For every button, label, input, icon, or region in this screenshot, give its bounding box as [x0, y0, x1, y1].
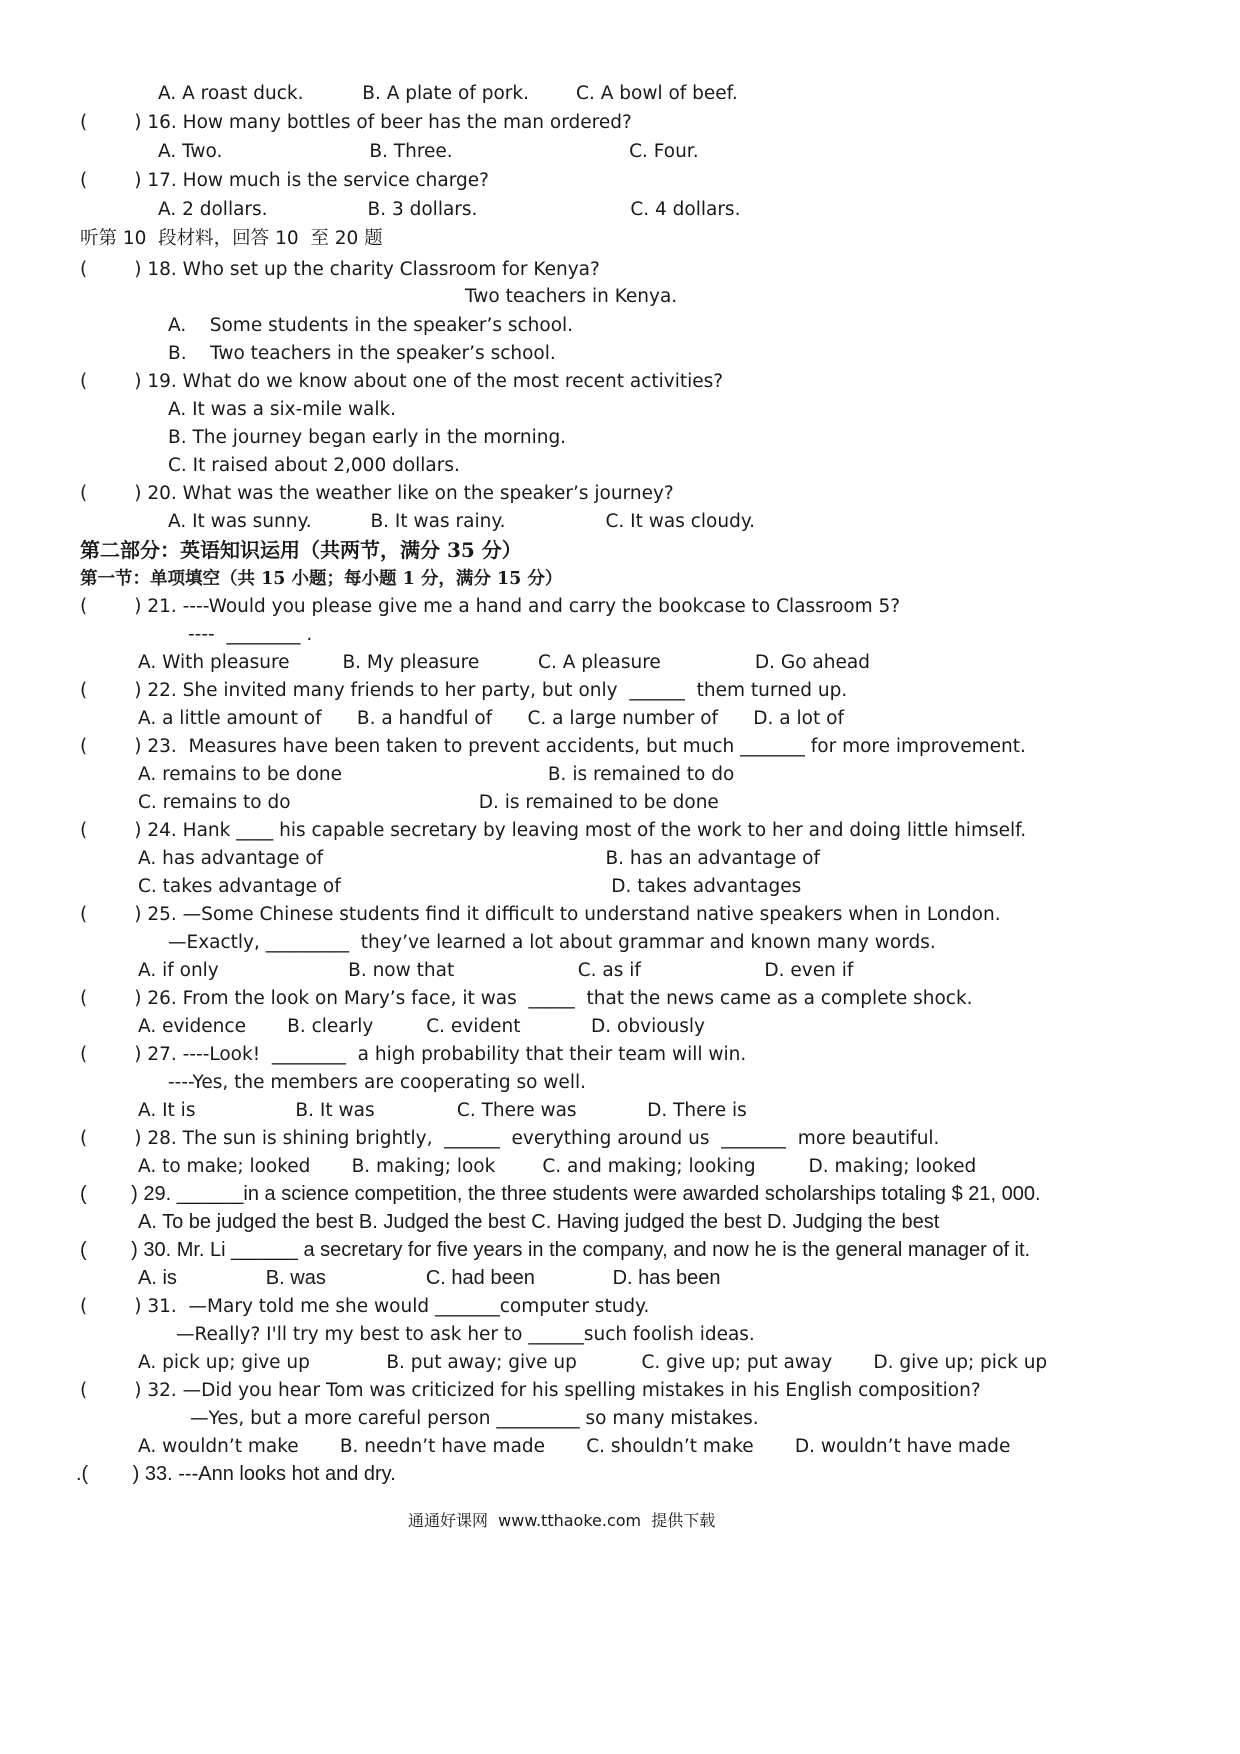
question-19: ( ) 19. What do we know about one of the most recent activities? — [80, 371, 724, 392]
q25-options: A. if only B. now that C. as if D. even if — [138, 960, 854, 981]
listening-section-note: 听第 10 段材料，回答 10 至 20 题 — [80, 228, 383, 249]
q20-options: A. It was sunny. B. It was rainy. C. It was cloudy. — [168, 511, 756, 532]
question-24: ( ) 24. Hank ____ his capable secretary by leaving most of the work to her and doing little himself. — [80, 820, 1027, 841]
q31-options: A. pick up; give up B. put away; give up C. give up; put away D. give up; pick up — [138, 1352, 1048, 1373]
q18-option-extra: Two teachers in Kenya. — [465, 286, 678, 307]
question-32: ( ) 32. —Did you hear Tom was criticized for his spelling mistakes in his English composition? — [80, 1380, 981, 1401]
q24-options-cd: C. takes advantage of D. takes advantages — [138, 876, 802, 897]
q28-options: A. to make; looked B. making; look C. and making; looking D. making; looked — [138, 1156, 977, 1177]
section-one-heading: 第一节：单项填空（共 15 小题；每小题 1 分，满分 15 分） — [80, 569, 563, 589]
question-30: ( ) 30. Mr. Li ______ a secretary for five years in the company, and now he is the general manager of it. — [80, 1239, 1031, 1261]
q15-options: A. A roast duck. B. A plate of pork. C. A bowl of beef. — [158, 83, 738, 104]
question-16: ( ) 16. How many bottles of beer has the man ordered? — [80, 112, 632, 133]
part-two-heading: 第二部分：英语知识运用（共两节，满分 35 分） — [80, 538, 522, 562]
question-23: ( ) 23. Measures have been taken to prevent accidents, but much _______ for more improvement. — [80, 736, 1026, 757]
q23-options-ab: A. remains to be done B. is remained to do — [138, 764, 735, 785]
q18-option-a: A. Some students in the speaker’s school. — [168, 315, 574, 336]
q17-options: A. 2 dollars. B. 3 dollars. C. 4 dollars. — [158, 199, 741, 220]
q21-options: A. With pleasure B. My pleasure C. A pleasure D. Go ahead — [138, 652, 870, 673]
question-18: ( ) 18. Who set up the charity Classroom for Kenya? — [80, 259, 600, 280]
q27-reply: ----Yes, the members are cooperating so well. — [168, 1072, 586, 1093]
question-28: ( ) 28. The sun is shining brightly, ______ everything around us _______ more beautiful. — [80, 1128, 940, 1149]
q23-options-cd: C. remains to do D. is remained to be done — [138, 792, 719, 813]
q32-options: A. wouldn’t make B. needn’t have made C. shouldn’t make D. wouldn’t have made — [138, 1436, 1011, 1457]
q21-reply: ---- ________ . — [188, 624, 313, 645]
question-29: ( ) 29. ______in a science competition, the three students were awarded scholarships totaling $ 21, 000. — [80, 1183, 1041, 1205]
q19-option-c: C. It raised about 2,000 dollars. — [168, 455, 460, 476]
question-22: ( ) 22. She invited many friends to her party, but only ______ them turned up. — [80, 680, 848, 701]
q27-options: A. It is B. It was C. There was D. There is — [138, 1100, 747, 1121]
question-33: .( ) 33. ---Ann looks hot and dry. — [76, 1463, 396, 1485]
q24-options-ab: A. has advantage of B. has an advantage of — [138, 848, 820, 869]
q18-option-b: B. Two teachers in the speaker’s school. — [168, 343, 556, 364]
q16-options: A. Two. B. Three. C. Four. — [158, 141, 699, 162]
question-21: ( ) 21. ----Would you please give me a hand and carry the bookcase to Classroom 5? — [80, 596, 901, 617]
q26-options: A. evidence B. clearly C. evident D. obviously — [138, 1016, 705, 1037]
q22-options: A. a little amount of B. a handful of C. a large number of D. a lot of — [138, 708, 844, 729]
page-footer: 通通好课网 www.tthaoke.com 提供下载 — [408, 1511, 716, 1530]
question-17: ( ) 17. How much is the service charge? — [80, 170, 489, 191]
q19-option-a: A. It was a six-mile walk. — [168, 399, 397, 420]
question-31: ( ) 31. —Mary told me she would _______computer study. — [80, 1296, 650, 1317]
q32-reply: —Yes, but a more careful person _________ so many mistakes. — [190, 1408, 759, 1429]
question-27: ( ) 27. ----Look! ________ a high probability that their team will win. — [80, 1044, 747, 1065]
question-25: ( ) 25. —Some Chinese students find it difficult to understand native speakers when in London. — [80, 904, 1001, 925]
q30-options: A. is B. was C. had been D. has been — [138, 1267, 721, 1289]
q29-options: A. To be judged the best B. Judged the best C. Having judged the best D. Judging the best — [138, 1211, 940, 1233]
question-20: ( ) 20. What was the weather like on the speaker’s journey? — [80, 483, 674, 504]
q25-reply: —Exactly, _________ they’ve learned a lot about grammar and known many words. — [168, 932, 936, 953]
q31-reply: —Really? I'll try my best to ask her to ______such foolish ideas. — [176, 1324, 755, 1345]
q19-option-b: B. The journey began early in the morning. — [168, 427, 567, 448]
question-26: ( ) 26. From the look on Mary’s face, it was _____ that the news came as a complete shock. — [80, 988, 973, 1009]
